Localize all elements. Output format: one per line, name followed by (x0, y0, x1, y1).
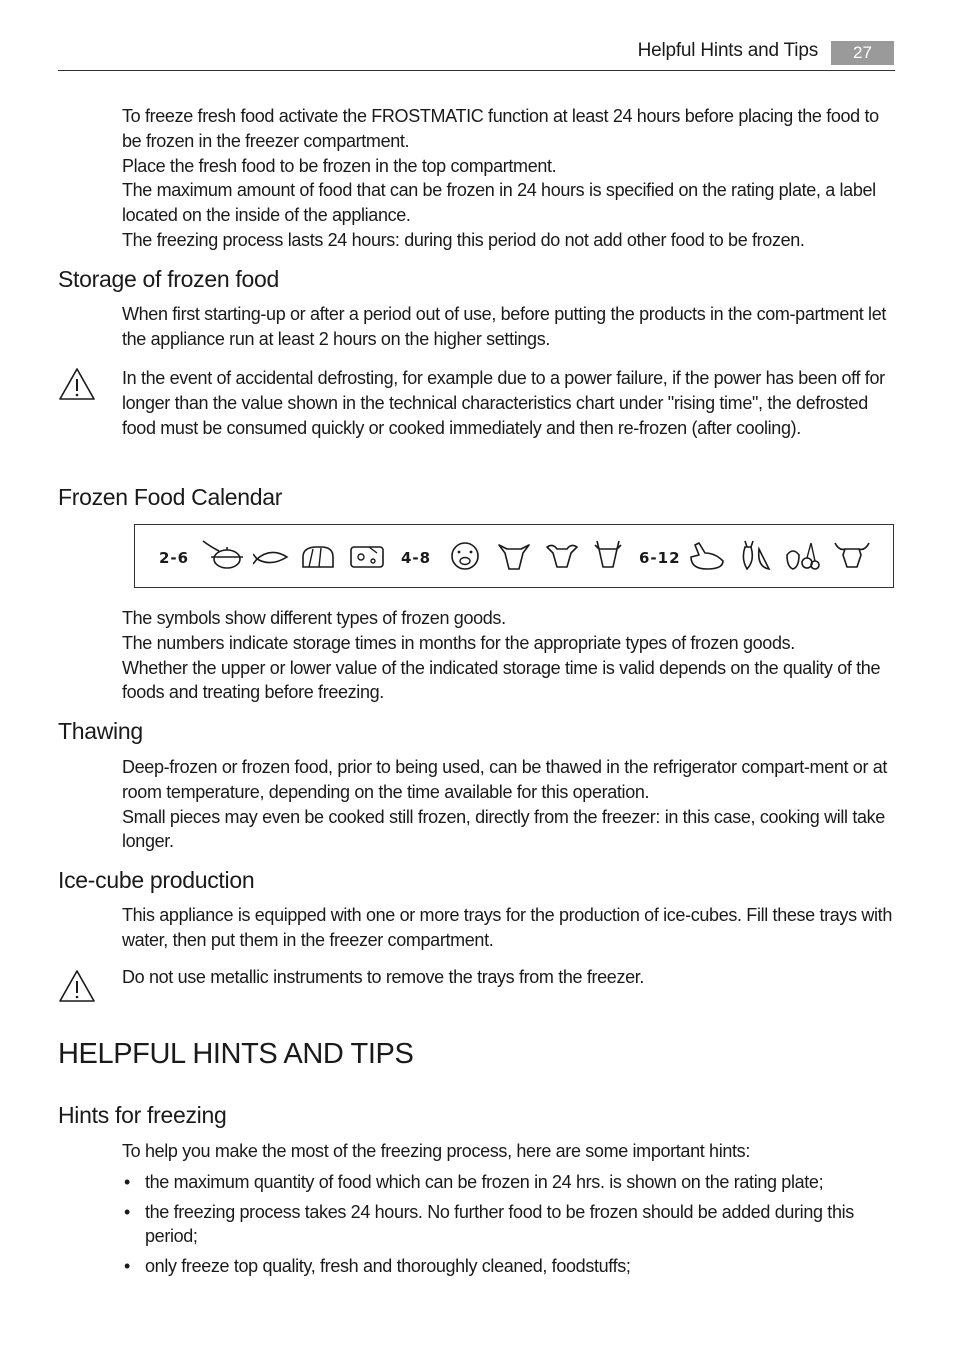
bread-icon (299, 539, 339, 573)
thawing-paragraph-1: Deep-frozen or frozen food, prior to being used, can be thawed in the refrigerator compart-ment or at room temperature, depending on the time available for this operation. (122, 757, 888, 802)
cheese-icon (349, 539, 389, 573)
storage-months-group-2: 4-8 (401, 549, 432, 567)
thawing-section (122, 755, 896, 854)
cow-icon (833, 539, 871, 573)
calendar-explanation (122, 606, 896, 705)
warning-icon (58, 367, 96, 401)
list-item: • the maximum quantity of food which can be frozen in 24 hrs. is shown on the rating plate; (122, 1170, 896, 1195)
pig-icon (447, 539, 483, 573)
icecube-heading: Ice-cube production (58, 867, 255, 893)
hints-heading: Hints for freezing (58, 1102, 227, 1128)
intro-paragraph-frostmatic: To freeze fresh food activate the FROSTMATIC function at least 24 hours before placing the food to be frozen in the freezer compartment. (122, 106, 879, 151)
intro-section (122, 104, 896, 253)
storage-heading: Storage of frozen food (58, 266, 279, 292)
vegetables-icon (739, 539, 773, 573)
header-divider (58, 70, 895, 71)
running-header-title: Helpful Hints and Tips (637, 40, 818, 61)
sheep-icon (545, 539, 579, 573)
icecube-warning (122, 965, 896, 990)
fish-icon (253, 539, 293, 573)
section-title: HELPFUL HINTS AND TIPS (58, 1038, 414, 1070)
page-number: 27 (831, 41, 894, 65)
storage-warning (122, 366, 896, 440)
warning-icon (58, 969, 96, 1003)
poultry-icon (687, 539, 727, 573)
calendar-paragraph-numbers: The numbers indicate storage times in months for the appropriate types of frozen goods. (122, 632, 795, 653)
hints-section (122, 1139, 896, 1284)
calendar-paragraph-symbols: The symbols show different types of frozen goods. (122, 608, 506, 628)
calf-icon (497, 539, 531, 573)
fruit-icon (783, 539, 821, 573)
list-item: • only freeze top quality, fresh and thoroughly cleaned, foodstuffs; (122, 1254, 896, 1279)
icecube-warning-text: Do not use metallic instruments to remove the trays from the freezer. (122, 967, 645, 987)
deer-icon (591, 539, 625, 573)
hints-list (122, 1170, 896, 1279)
hints-intro: To help you make the most of the freezing process, here are some important hints: (122, 1141, 750, 1161)
storage-section (122, 302, 896, 352)
pot-icon (201, 539, 247, 573)
calendar-heading: Frozen Food Calendar (58, 484, 283, 510)
thawing-heading: Thawing (58, 718, 143, 744)
calendar-paragraph-validity: Whether the upper or lower value of the indicated storage time is valid depends on the quality of the foods and treating before freezing. (122, 657, 881, 703)
storage-warning-text: In the event of accidental defrosting, for example due to a power failure, if the power has been off for longer than the value shown in the technical characteristics chart under "rising time", the defrosted food must be consumed quickly or cooked immediately and then re-frozen (after cooling). (122, 368, 885, 438)
list-item: • the freezing process takes 24 hours. No further food to be frozen should be added during this period; (122, 1200, 896, 1250)
storage-months-group-3: 6-12 (639, 549, 681, 567)
icecube-section (122, 903, 896, 953)
icecube-paragraph: This appliance is equipped with one or more trays for the production of ice-cubes. Fill these trays with water, then put them in the freezer compartment. (122, 905, 892, 950)
storage-months-group-1: 2-6 (159, 549, 190, 567)
frozen-food-calendar (134, 524, 894, 588)
intro-paragraph-rating-plate: The maximum amount of food that can be frozen in 24 hours is specified on the rating plate, a label located on the inside of the appliance. (122, 180, 876, 226)
intro-paragraph-top-compartment: Place the fresh food to be frozen in the top compartment. (122, 155, 557, 176)
storage-paragraph: When first starting-up or after a period out of use, before putting the products in the com-partment let the appliance run at least 2 hours on the higher settings. (122, 304, 887, 349)
intro-paragraph-freezing-duration: The freezing process lasts 24 hours: during this period do not add other food to be frozen. (122, 229, 805, 250)
thawing-paragraph-2: Small pieces may even be cooked still frozen, directly from the freezer: in this case, cooking will take longer. (122, 806, 885, 852)
